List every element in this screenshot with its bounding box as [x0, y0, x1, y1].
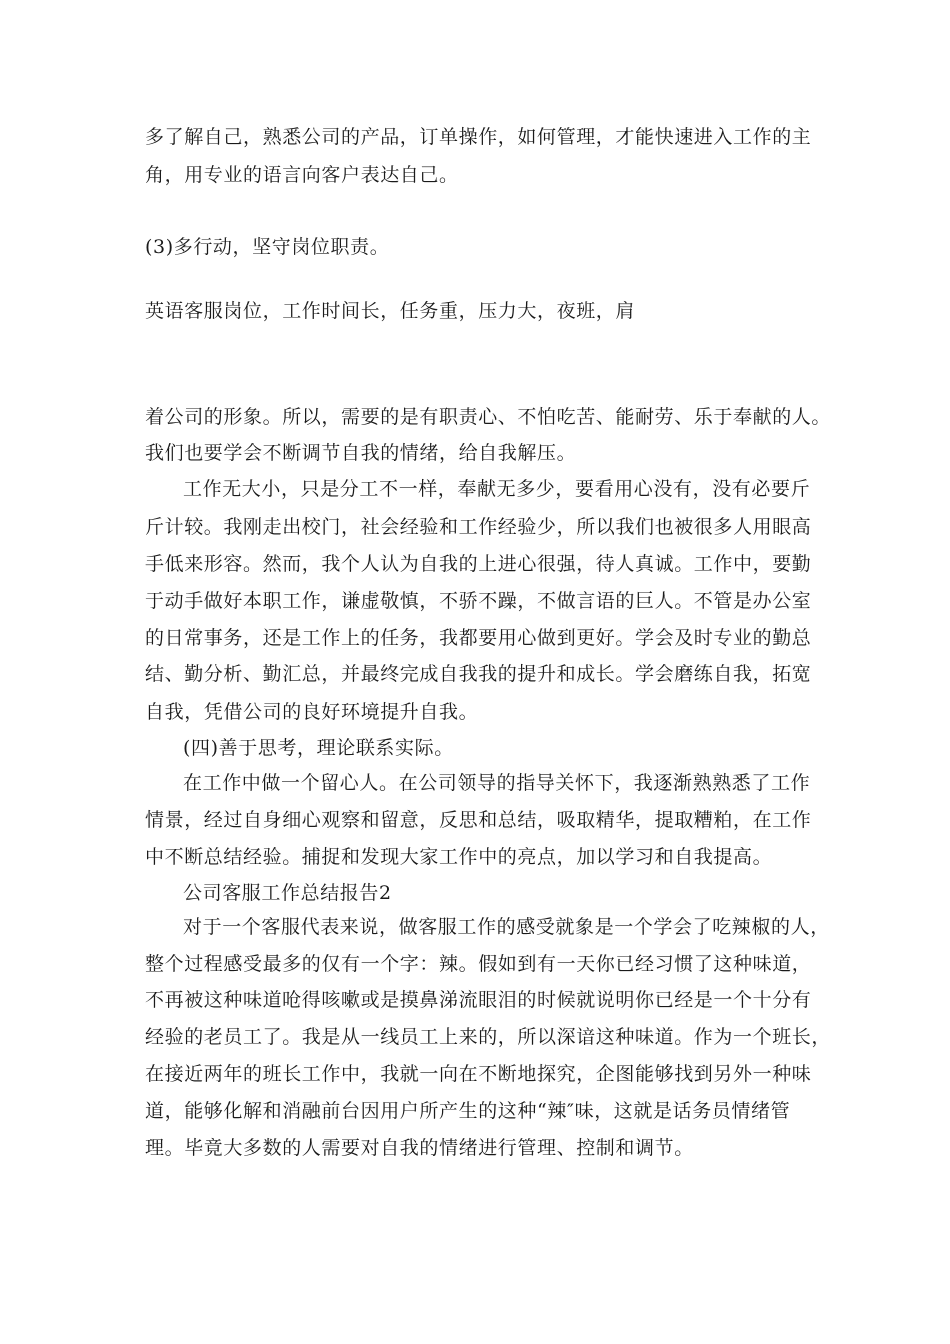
text-line: 角，用专业的语言向客户表达自己。	[145, 164, 459, 186]
text-line: 着公司的形象。所以，需要的是有职责心、不怕吃苦、能耐劳、乐于奉献的人。	[145, 406, 832, 428]
text-line: 中不断总结经验。捕捉和发现大家工作中的亮点，加以学习和自我提高。	[145, 846, 773, 868]
text-line: 的日常事务，还是工作上的任务，我都要用心做到更好。学会及时专业的勤总	[145, 627, 812, 649]
text-line: 我们也要学会不断调节自我的情绪，给自我解压。	[145, 442, 577, 464]
paragraph-first-line: 对于一个客服代表来说，做客服工作的感受就象是一个学会了吃辣椒的人，	[183, 916, 830, 938]
text-line: 多了解自己，熟悉公司的产品，订单操作，如何管理，才能快速进入工作的主	[145, 126, 812, 148]
text-line: 结、勤分析、勤汇总，并最终完成自我我的提升和成长。学会磨练自我，拓宽	[145, 663, 812, 685]
text-line: 于动手做好本职工作，谦虚敬慎，不骄不躁，不做言语的巨人。不管是办公室	[145, 590, 812, 612]
report-title: 公司客服工作总结报告2	[183, 882, 392, 904]
text-line: 在接近两年的班长工作中，我就一向在不断地探究，企图能够找到另外一种味	[145, 1063, 812, 1085]
text-line: 斤计较。我刚走出校门，社会经验和工作经验少，所以我们也被很多人用眼高	[145, 516, 812, 538]
paragraph-first-line: 在工作中做一个留心人。在公司领导的指导关怀下，我逐渐熟熟悉了工作	[183, 772, 811, 794]
section-heading: (四)善于思考，理论联系实际。	[183, 737, 454, 759]
text-line: 经验的老员工了。我是从一线员工上来的，所以深谙这种味道。作为一个班长，	[145, 1026, 832, 1048]
text-line: 自我，凭借公司的良好环境提升自我。	[145, 701, 479, 723]
text-line: 理。毕竟大多数的人需要对自我的情绪进行管理、控制和调节。	[145, 1137, 694, 1159]
text-line: 不再被这种味道呛得咳嗽或是摸鼻涕流眼泪的时候就说明你已经是一个十分有	[145, 989, 812, 1011]
text-line: 道，能够化解和消融前台因用户所产生的这种“辣″味，这就是话务员情绪管	[145, 1100, 791, 1122]
text-line: 情景，经过自身细心观察和留意，反思和总结，吸取精华，提取糟粕，在工作	[145, 809, 812, 831]
text-line: 整个过程感受最多的仅有一个字：辣。假如到有一天你已经习惯了这种味道，	[145, 953, 812, 975]
text-line: 英语客服岗位，工作时间长，任务重，压力大，夜班，肩	[145, 300, 636, 322]
text-line: 手低来形容。然而，我个人认为自我的上进心很强，待人真诚。工作中，要勤	[145, 553, 812, 575]
paragraph-first-line: 工作无大小，只是分工不一样，奉献无多少，要看用心没有，没有必要斤	[183, 478, 811, 500]
section-heading: (3)多行动，坚守岗位职责。	[145, 236, 390, 258]
